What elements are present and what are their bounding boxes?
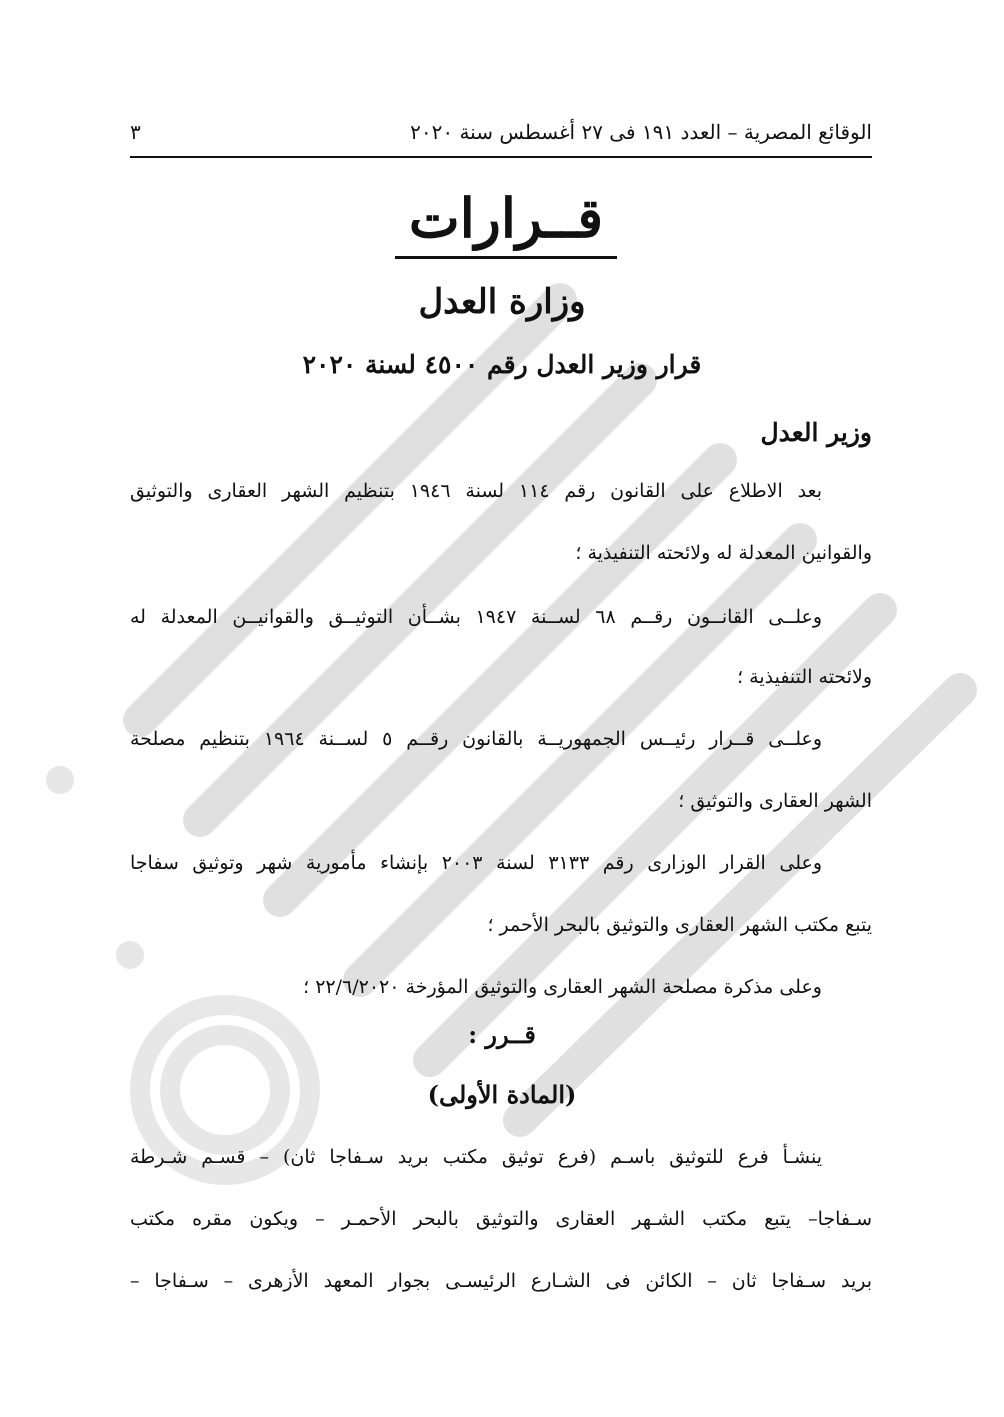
article-heading: (المادة الأولى) [427, 1080, 577, 1109]
preamble-line: بعد الاطلاع على القانون رقم ١١٤ لسنة ١٩٤٦ بتنظيم الشهر العقارى والتوثيق [130, 480, 822, 502]
preamble-line: والقوانين المعدلة له ولائحته التنفيذية ؛ [575, 542, 872, 564]
minister-heading: وزير العدل [760, 418, 872, 447]
page-number: ٣ [130, 120, 141, 144]
preamble-line: وعلــى القانــون رقــم ٦٨ لســنة ١٩٤٧ بشــأن التوثيــق والقوانيــن المعدلة له [130, 606, 822, 628]
article-line: ينشـأ فرع للتوثيق باسـم (فرع توثيق مكتب بريد سـفاجا ثان) – قسـم شـرطة [130, 1146, 822, 1168]
preamble-line: ولائحته التنفيذية ؛ [737, 666, 872, 688]
preamble-line: الشهر العقارى والتوثيق ؛ [678, 790, 872, 812]
preamble-line: يتبع مكتب الشهر العقارى والتوثيق بالبحر الأحمر ؛ [487, 914, 872, 936]
preamble-line: وعلى مذكرة مصلحة الشهر العقارى والتوثيق المؤرخة ٢٢/٦/٢٠٢٠ ؛ [303, 976, 822, 998]
ministry-name: وزارة العدل [418, 282, 586, 322]
header-divider [130, 156, 872, 158]
running-title: الوقائع المصرية – العدد ١٩١ فى ٢٧ أغسطس سنة ٢٠٢٠ [410, 120, 872, 144]
preamble-line: وعلى القرار الوزارى رقم ٣١٣٣ لسنة ٢٠٠٣ بإنشاء مأمورية شهر وتوثيق سفاجا [130, 852, 822, 874]
article-line: سـفاجا– يتبع مكتب الشـهر العقارى والتوثيق بالبحر الأحمـر – ويكون مقره مكتب [130, 1208, 872, 1230]
decree-title: قرار وزير العدل رقم ٤٥٠٠ لسنة ٢٠٢٠ [302, 350, 702, 379]
section-title-text: قــرارات [395, 182, 617, 259]
article-line: بريد سـفاجا ثان – الكائن فى الشـارع الرئيسـى بجوار المعهد الأزهرى – سـفاجا – [130, 1270, 872, 1292]
running-header [130, 112, 872, 152]
preamble-line: وعلــى قــرار رئيــس الجمهوريــة بالقانون رقــم ٥ لســنة ١٩٦٤ بتنظيم مصلحة [130, 728, 822, 750]
decided-heading: قــرر : [468, 1020, 536, 1049]
section-title [0, 182, 1004, 259]
